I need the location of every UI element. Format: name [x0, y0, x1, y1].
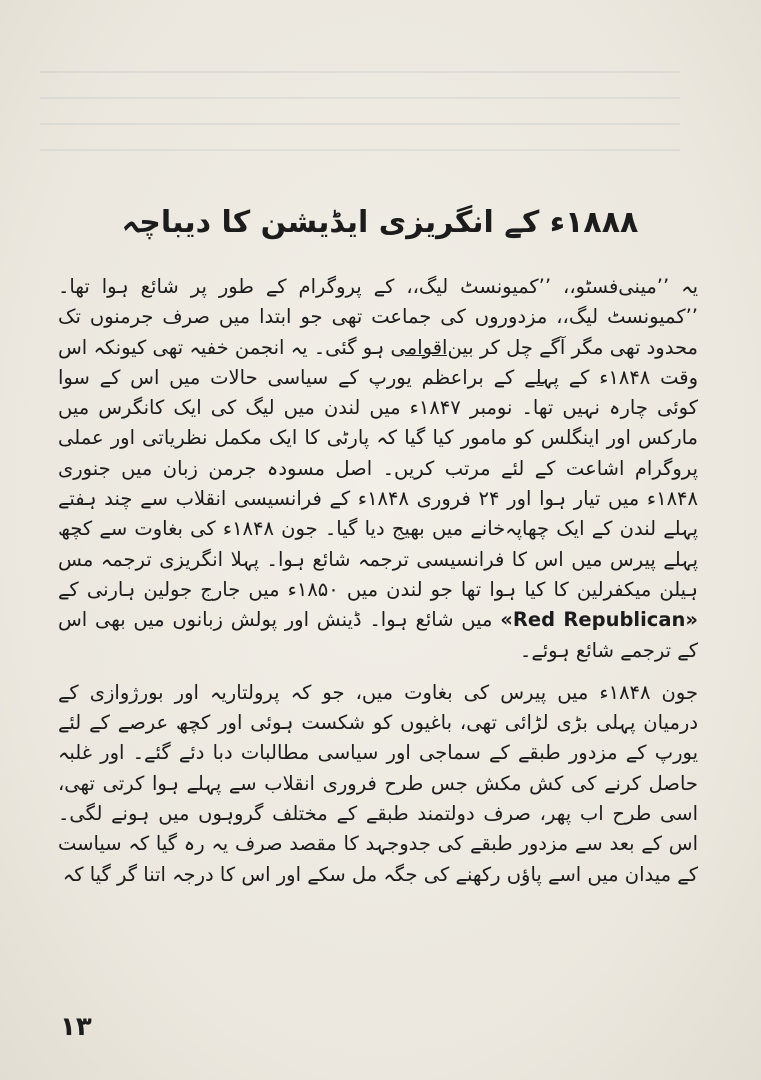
- red-republican-title: «Red Republican»: [500, 608, 698, 632]
- paragraph-1: یہ ’’مینی‌فسٹو،، ’’کمیونسٹ لیگ،، کے پروگرام کے طور پر شائع ہوا تھا۔ ’’کمیونسٹ لیگ،، مزدوروں کی جماعت تھی جو ابتدا میں صرف جرمنوں تک محدود تھی مگر آگے چل کر بین‌اقوامی ہو گئی۔ یہ انجمن خفیہ تھی کیونکہ اس وقت ۱۸۴۸ء کے پہلے کے براعظم یورپ کے سیاسی حالات میں اس کے سوا کوئی چارہ نہیں تھا۔ نومبر ۱۸۴۷ء میں لندن میں لیگ کی ایک کانگرس میں مارکس اور اینگلس کو مامور کیا گیا کہ پارٹی کا ایک مکمل نظریاتی اور عملی پروگرام اشاعت کے لئے مرتب کریں۔ اصل مسودہ جرمن زبان میں جنوری ۱۸۴۸ء میں تیار ہوا اور ۲۴ فروری ۱۸۴۸ء کے فرانسیسی انقلاب سے چند ہفتے پہلے لندن کے ایک چھاپہ‌خانے میں بھیج دیا گیا۔ جون ۱۸۴۸ء کی بغاوت سے کچھ پہلے پیرس میں اس کا فرانسیسی ترجمہ شائع ہوا۔ پہلا انگریزی ترجمہ مس ہیلن میکفرلین کا کیا ہوا تھا جو لندن میں ۱۸۵۰ء میں جارج جولین ہارنی کے «Red Republican» میں شائع ہوا۔ ڈینش اور پولش زبانوں میں بھی اس کے ترجمے شائع ہوئے۔: [58, 275, 698, 662]
- body-text: [58, 272, 698, 890]
- bleed-through-text: [40, 55, 680, 175]
- page-title: ۱۸۸۸ء کے انگریزی ایڈیشن کا دیباچہ: [121, 205, 639, 240]
- paragraph-2: جون ۱۸۴۸ء میں پیرس کی بغاوت میں، جو کہ پرولتاریہ اور بورژوازی کے درمیان پہلی بڑی لڑائی تھی، باغیوں کو شکست ہوئی اور کچھ عرصے کے لئے یورپ کے مزدور طبقے کے سماجی اور سیاسی مطالبات دبا دئے گئے۔ اور غلبہ حاصل کرنے کی کش مکش جس طرح فروری انقلاب سے پہلے ہوا کرتی تھی، اسی طرح اب پھر، صرف دولتمند طبقے کے مختلف گروہوں میں ہونے لگی۔ اس کے بعد سے مزدور طبقے کی جدوجہد کا مقصد صرف یہ رہ گیا کہ سیاست کے میدان میں اسے پاؤں رکھنے کی جگہ مل سکے اور اس کا درجہ اتنا گر گیا کہ: [58, 680, 698, 886]
- page-number: ۱۳: [60, 1012, 92, 1042]
